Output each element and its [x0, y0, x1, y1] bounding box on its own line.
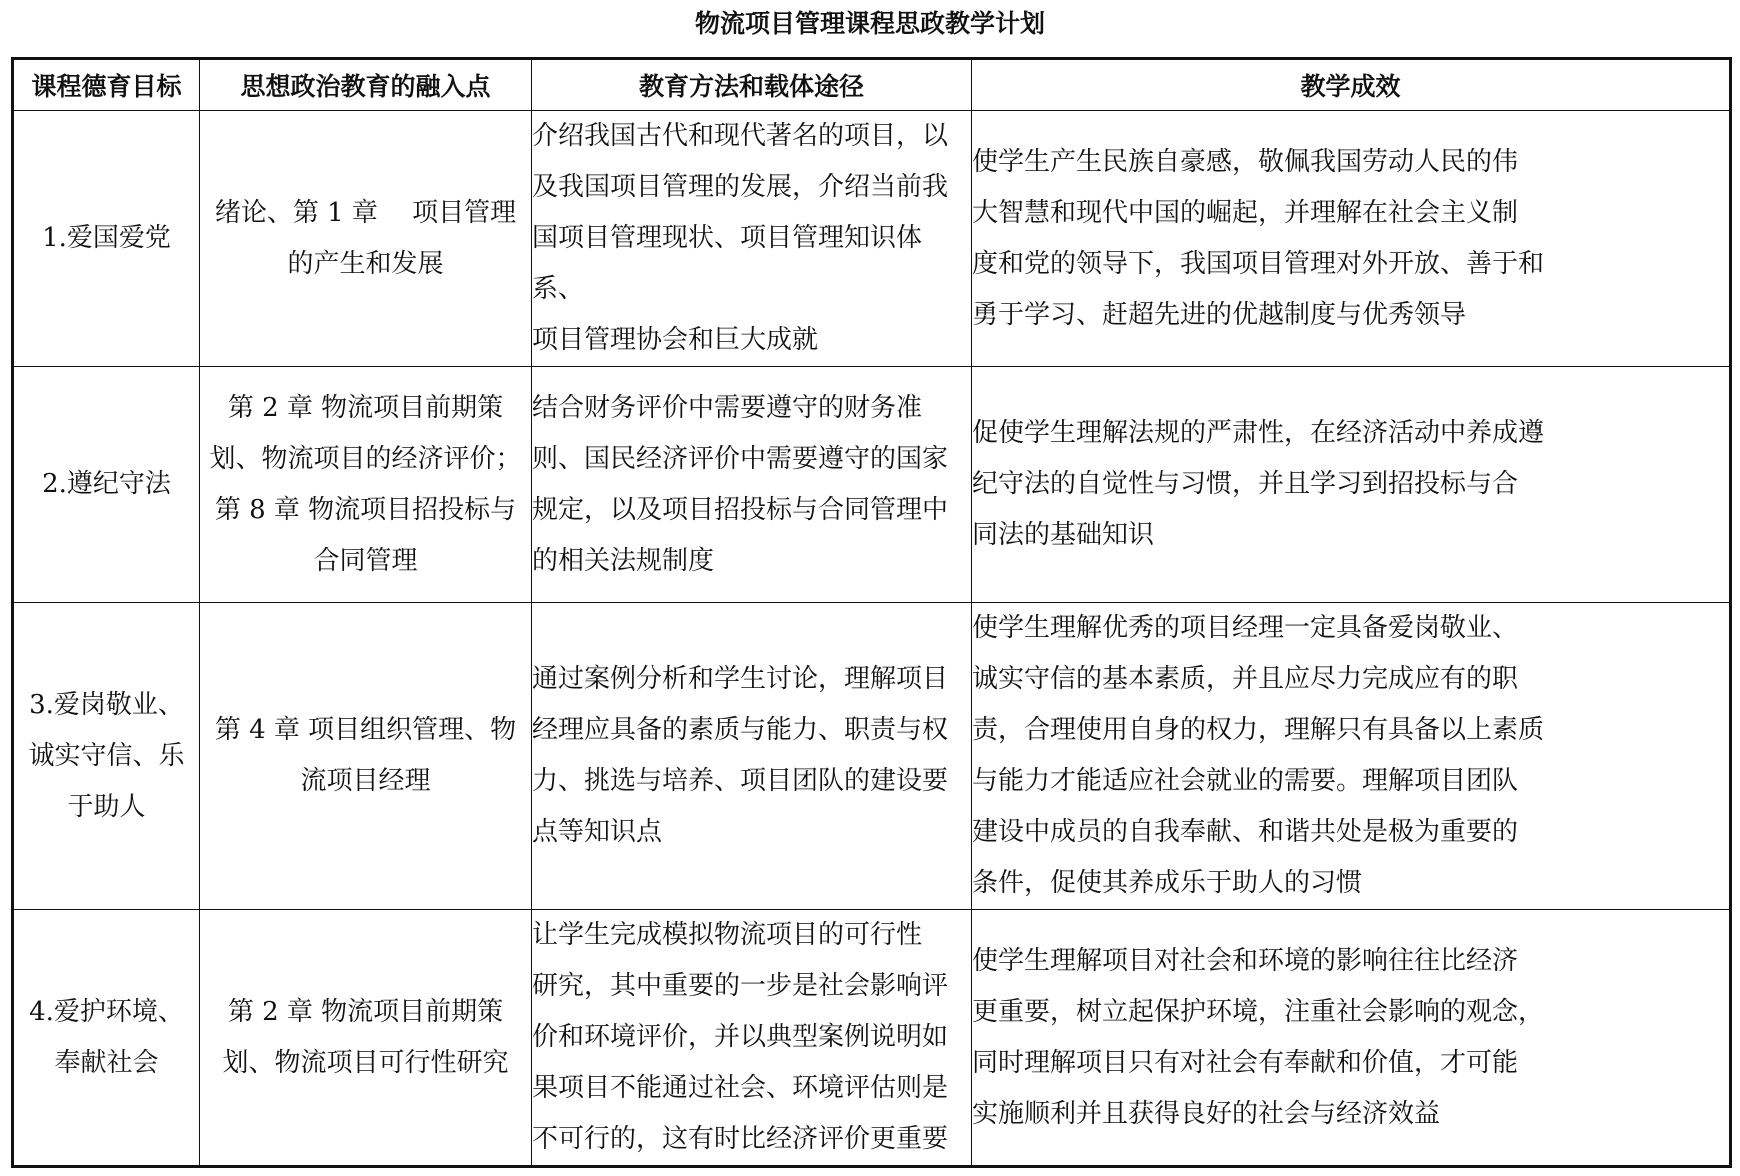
header-method: 教育方法和载体途径 [532, 59, 972, 111]
cell-integration-point: 第 2 章 物流项目前期策 划、物流项目的经济评价； 第 8 章 物流项目招投标与 合同管理 [200, 367, 532, 603]
cell-method: 结合财务评价中需要遵守的财务准 则、国民经济评价中需要遵守的国家 规定，以及项目招投标与合同管理中 的相关法规制度 [532, 367, 972, 603]
cell-integration-point: 绪论、第 1 章 项目管理 的产生和发展 [200, 111, 532, 367]
cell-result: 促使学生理解法规的严肃性，在经济活动中养成遵 纪守法的自觉性与习惯，并且学习到招投标与合 同法的基础知识 [972, 367, 1731, 603]
header-result: 教学成效 [972, 59, 1731, 111]
cell-goal: 2.遵纪守法 [13, 367, 200, 603]
cell-method: 通过案例分析和学生讨论，理解项目 经理应具备的素质与能力、职责与权 力、挑选与培养、项目团队的建设要 点等知识点 [532, 603, 972, 910]
cell-result: 使学生理解项目对社会和环境的影响往往比经济 更重要，树立起保护环境，注重社会影响的观念， 同时理解项目只有对社会有奉献和价值，才可能 实施顺利并且获得良好的社会与经济效益 [972, 910, 1731, 1167]
table-row [13, 603, 1731, 910]
cell-integration-point: 第 4 章 项目组织管理、物 流项目经理 [200, 603, 532, 910]
cell-integration-point: 第 2 章 物流项目前期策 划、物流项目可行性研究 [200, 910, 532, 1167]
table-header-row [13, 59, 1731, 111]
cell-result: 使学生理解优秀的项目经理一定具备爱岗敬业、 诚实守信的基本素质，并且应尽力完成应有的职 责，合理使用自身的权力，理解只有具备以上素质 与能力才能适应社会就业的需要。理解项目团队 建设中成员的自我奉献、和谐共处是极为重要的 条件，促使其养成乐于助人的习惯 [972, 603, 1731, 910]
header-goal: 课程德育目标 [13, 59, 200, 111]
header-integration-point: 思想政治教育的融入点 [200, 59, 532, 111]
cell-method: 让学生完成模拟物流项目的可行性 研究，其中重要的一步是社会影响评 价和环境评价，并以典型案例说明如 果项目不能通过社会、环境评估则是 不可行的，这有时比经济评价更重要 [532, 910, 972, 1167]
cell-result: 使学生产生民族自豪感，敬佩我国劳动人民的伟 大智慧和现代中国的崛起，并理解在社会主义制 度和党的领导下，我国项目管理对外开放、善于和 勇于学习、赶超先进的优越制度与优秀领导 [972, 111, 1731, 367]
document-title: 物流项目管理课程思政教学计划 [694, 9, 1045, 38]
cell-goal: 1.爱国爱党 [13, 111, 200, 367]
cell-goal: 3.爱岗敬业、 诚实守信、乐 于助人 [13, 603, 200, 910]
table-row [13, 367, 1731, 603]
cell-method: 介绍我国古代和现代著名的项目，以 及我国项目管理的发展，介绍当前我 国项目管理现状、项目管理知识体系、 项目管理协会和巨大成就 [532, 111, 972, 367]
table-row [13, 111, 1731, 367]
curriculum-table [11, 57, 1729, 1167]
cell-goal: 4.爱护环境、 奉献社会 [13, 910, 200, 1167]
table-row [13, 910, 1731, 1167]
